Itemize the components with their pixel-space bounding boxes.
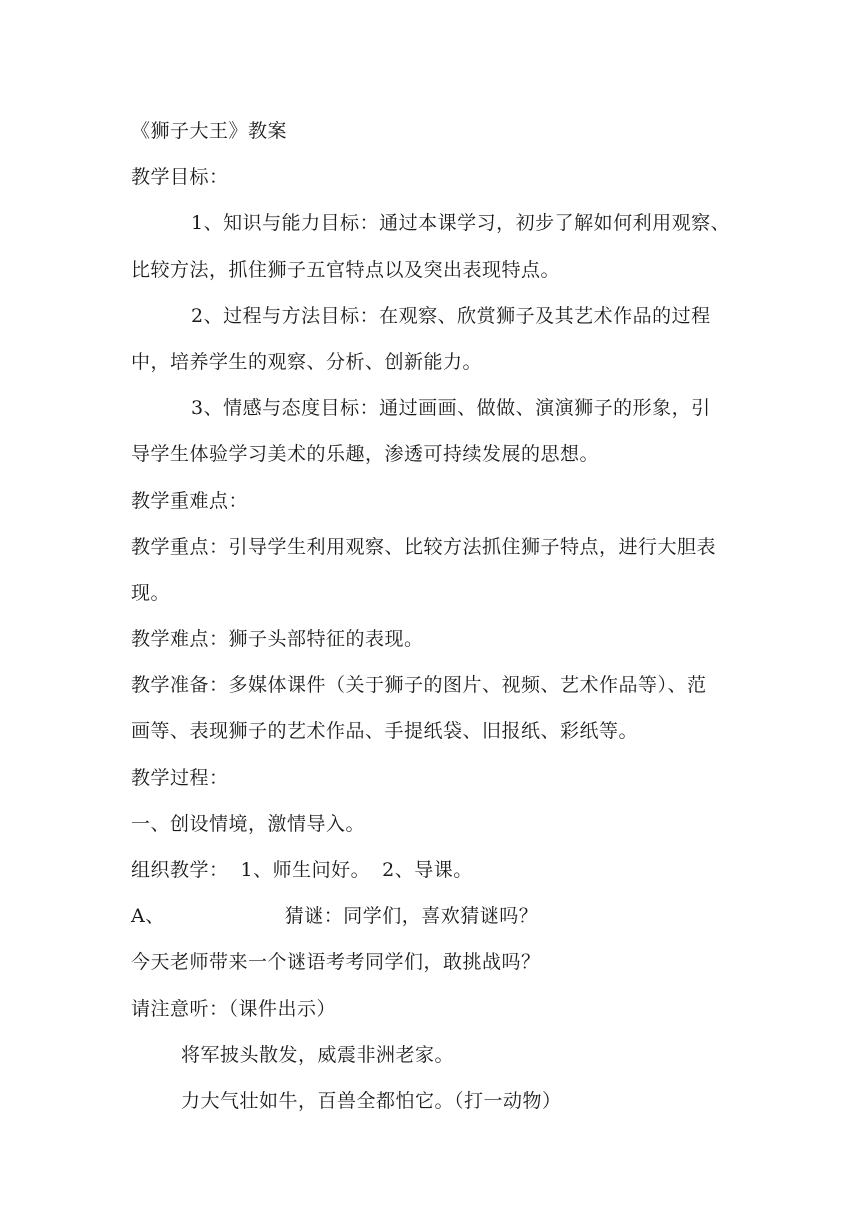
listen-prompt: 请注意听：（课件出示）: [131, 997, 337, 1020]
document-title: 《狮子大王》教案: [131, 120, 288, 142]
objective-1-line-2: 比较方法，抓住狮子五官特点以及突出表现特点。: [131, 258, 561, 281]
section-1-heading: 一、创设情境，激情导入。: [131, 812, 366, 835]
process-heading: 教学过程：: [131, 766, 229, 789]
objective-3-line-2: 导学生体验学习美术的乐趣，渗透可持续发展的思想。: [131, 443, 600, 466]
riddle-challenge: 今天老师带来一个谜语考考同学们，敢挑战吗？: [131, 951, 541, 974]
objective-2-line-1: 2、过程与方法目标：在观察、欣赏狮子及其艺术作品的过程: [191, 304, 711, 327]
preparation-line-1: 教学准备：多媒体课件（关于狮子的图片、视频、艺术作品等）、范: [131, 674, 707, 697]
objective-3-line-1: 3、情感与态度目标：通过画画、做做、演演狮子的形象，引: [191, 397, 711, 420]
difficulty-paragraph: 教学难点：狮子头部特征的表现。: [131, 628, 424, 651]
organize-step-1: 1、师生问好。: [240, 859, 371, 881]
organize-step-2: 2、导课。: [382, 859, 473, 881]
objective-2-line-2: 中，培养学生的观察、分析、创新能力。: [131, 350, 483, 373]
organize-teaching-line: [131, 847, 735, 893]
riddle-marker: A、: [131, 905, 165, 928]
riddle-intro-line: [131, 893, 735, 939]
objective-1-line-1: 1、知识与能力目标：通过本课学习，初步了解如何利用观察、: [191, 212, 731, 235]
key-point-line-1: 教学重点：引导学生利用观察、比较方法抓住狮子特点，进行大胆表: [131, 535, 717, 558]
riddle-intro: 猜谜：同学们，喜欢猜谜吗？: [284, 905, 539, 928]
key-points-heading: 教学重难点：: [131, 489, 249, 512]
objectives-heading: 教学目标：: [131, 166, 229, 189]
riddle-line-1: 将军披头散发，威震非洲老家。: [181, 1043, 455, 1066]
key-point-line-2: 现。: [131, 581, 171, 604]
document-body: [131, 108, 735, 1124]
riddle-line-2: 力大气壮如牛，百兽全都怕它。（打一动物）: [181, 1089, 562, 1112]
preparation-line-2: 画等、表现狮子的艺术作品、手提纸袋、旧报纸、彩纸等。: [131, 720, 639, 743]
organize-label: 组织教学：: [131, 859, 229, 881]
